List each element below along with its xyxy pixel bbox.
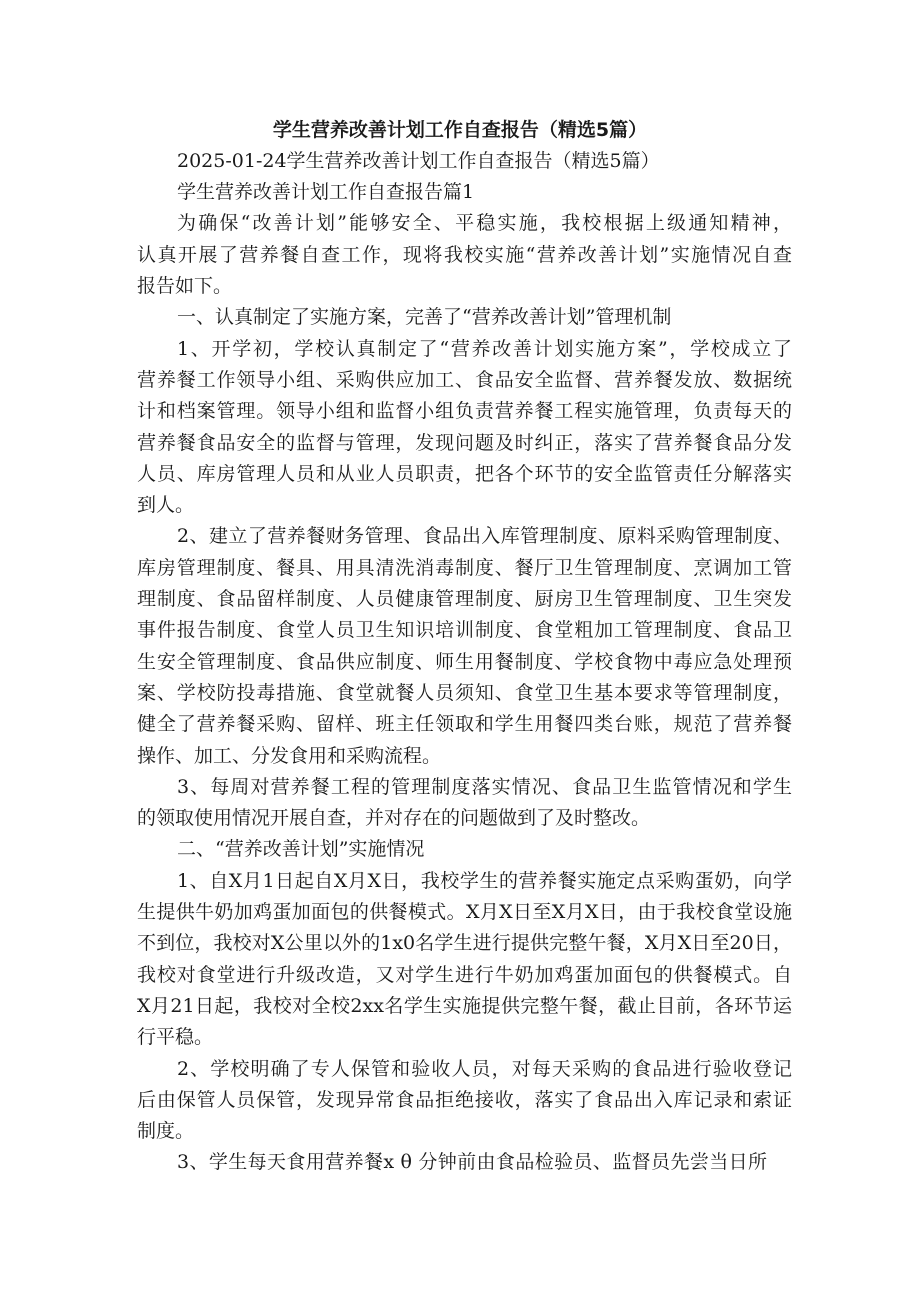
paragraph-line: 报告如下。 (137, 275, 233, 297)
paragraph-line: 为确保“改善计划”能够安全、平稳实施，我校根据上级通知精神， (177, 212, 792, 234)
paragraph-line: 我校对食堂进行升级改造，又对学生进行牛奶加鸡蛋加面包的供餐模式。自 (137, 964, 792, 986)
paragraph-line: 2、学校明确了专人保管和验收人员，对每天采购的食品进行验收登记 (177, 1058, 792, 1080)
paragraph-line: 操作、加工、分发食用和采购流程。 (137, 745, 442, 767)
paragraph-line: 到人。 (137, 494, 195, 516)
paragraph-line: 案、学校防投毒措施、食堂就餐人员须知、食堂卫生基本要求等管理制度， (137, 682, 792, 704)
paragraph-line: 理制度、食品留样制度、人员健康管理制度、厨房卫生管理制度、卫生突发 (137, 588, 792, 610)
paragraph-line: 生安全管理制度、食品供应制度、师生用餐制度、学校食物中毒应急处理预 (137, 651, 792, 673)
paragraph-line: 人员、库房管理人员和从业人员职责，把各个环节的安全监管责任分解落实 (137, 463, 792, 485)
paragraph-line: 的领取使用情况开展自查，并对存在的问题做到了及时整改。 (137, 807, 651, 829)
paragraph-line: 事件报告制度、食堂人员卫生知识培训制度、食堂粗加工管理制度、食品卫 (137, 619, 792, 641)
paragraph-line: 不到位，我校对X公里以外的1x0名学生进行提供完整午餐，X月X日至20日， (137, 932, 792, 954)
paragraph-line: 认真开展了营养餐自查工作，现将我校实施“营养改善计划”实施情况自查 (137, 244, 792, 266)
paragraph-line: 行平稳。 (137, 1026, 214, 1048)
paragraph-line: 生提供牛奶加鸡蛋加面包的供餐模式。X月X日至X月X日，由于我校食堂设施 (137, 901, 792, 923)
paragraph-line: 1、自X月1日起自X月X日，我校学生的营养餐实施定点采购蛋奶，向学 (177, 870, 792, 892)
paragraph-line: 2、建立了营养餐财务管理、食品出入库管理制度、原料采购管理制度、 (177, 525, 792, 547)
section-heading: 学生营养改善计划工作自查报告篇1 (177, 181, 475, 203)
paragraph-line: X月21日起，我校对全校2xx名学生实施提供完整午餐，截止目前，各环节运 (137, 995, 792, 1017)
paragraph-line: 营养餐工作领导小组、采购供应加工、食品安全监督、营养餐发放、数据统 (137, 369, 792, 391)
paragraph-line: 3、学生每天食用营养餐x θ 分钟前由食品检验员、监督员先尝当日所 (177, 1151, 767, 1173)
paragraph-line: 营养餐食品安全的监督与管理，发现问题及时纠正，落实了营养餐食品分发 (137, 432, 792, 454)
paragraph-line: 计和档案管理。领导小组和监督小组负责营养餐工程实施管理，负责每天的 (137, 400, 792, 422)
paragraph-line: 后由保管人员保管，发现异常食品拒绝接收，落实了食品出入库记录和索证 (137, 1089, 792, 1111)
paragraph-line: 健全了营养餐采购、留样、班主任领取和学生用餐四类台账，规范了营养餐 (137, 713, 792, 735)
section-heading-one: 一、认真制定了实施方案，完善了“营养改善计划”管理机制 (177, 306, 672, 328)
paragraph-line: 3、每周对营养餐工程的管理制度落实情况、食品卫生监管情况和学生 (177, 776, 792, 798)
section-heading-two: 二、“营养改善计划”实施情况 (177, 838, 425, 860)
document-subtitle: 2025-01-24学生营养改善计划工作自查报告（精选5篇） (177, 150, 660, 172)
paragraph-line: 制度。 (137, 1120, 195, 1142)
paragraph-line: 1、开学初，学校认真制定了“营养改善计划实施方案”，学校成立了 (177, 338, 792, 360)
document-title: 学生营养改善计划工作自查报告（精选5篇） (272, 119, 648, 141)
paragraph-line: 库房管理制度、餐具、用具清洗消毒制度、餐厅卫生管理制度、烹调加工管 (137, 557, 792, 579)
